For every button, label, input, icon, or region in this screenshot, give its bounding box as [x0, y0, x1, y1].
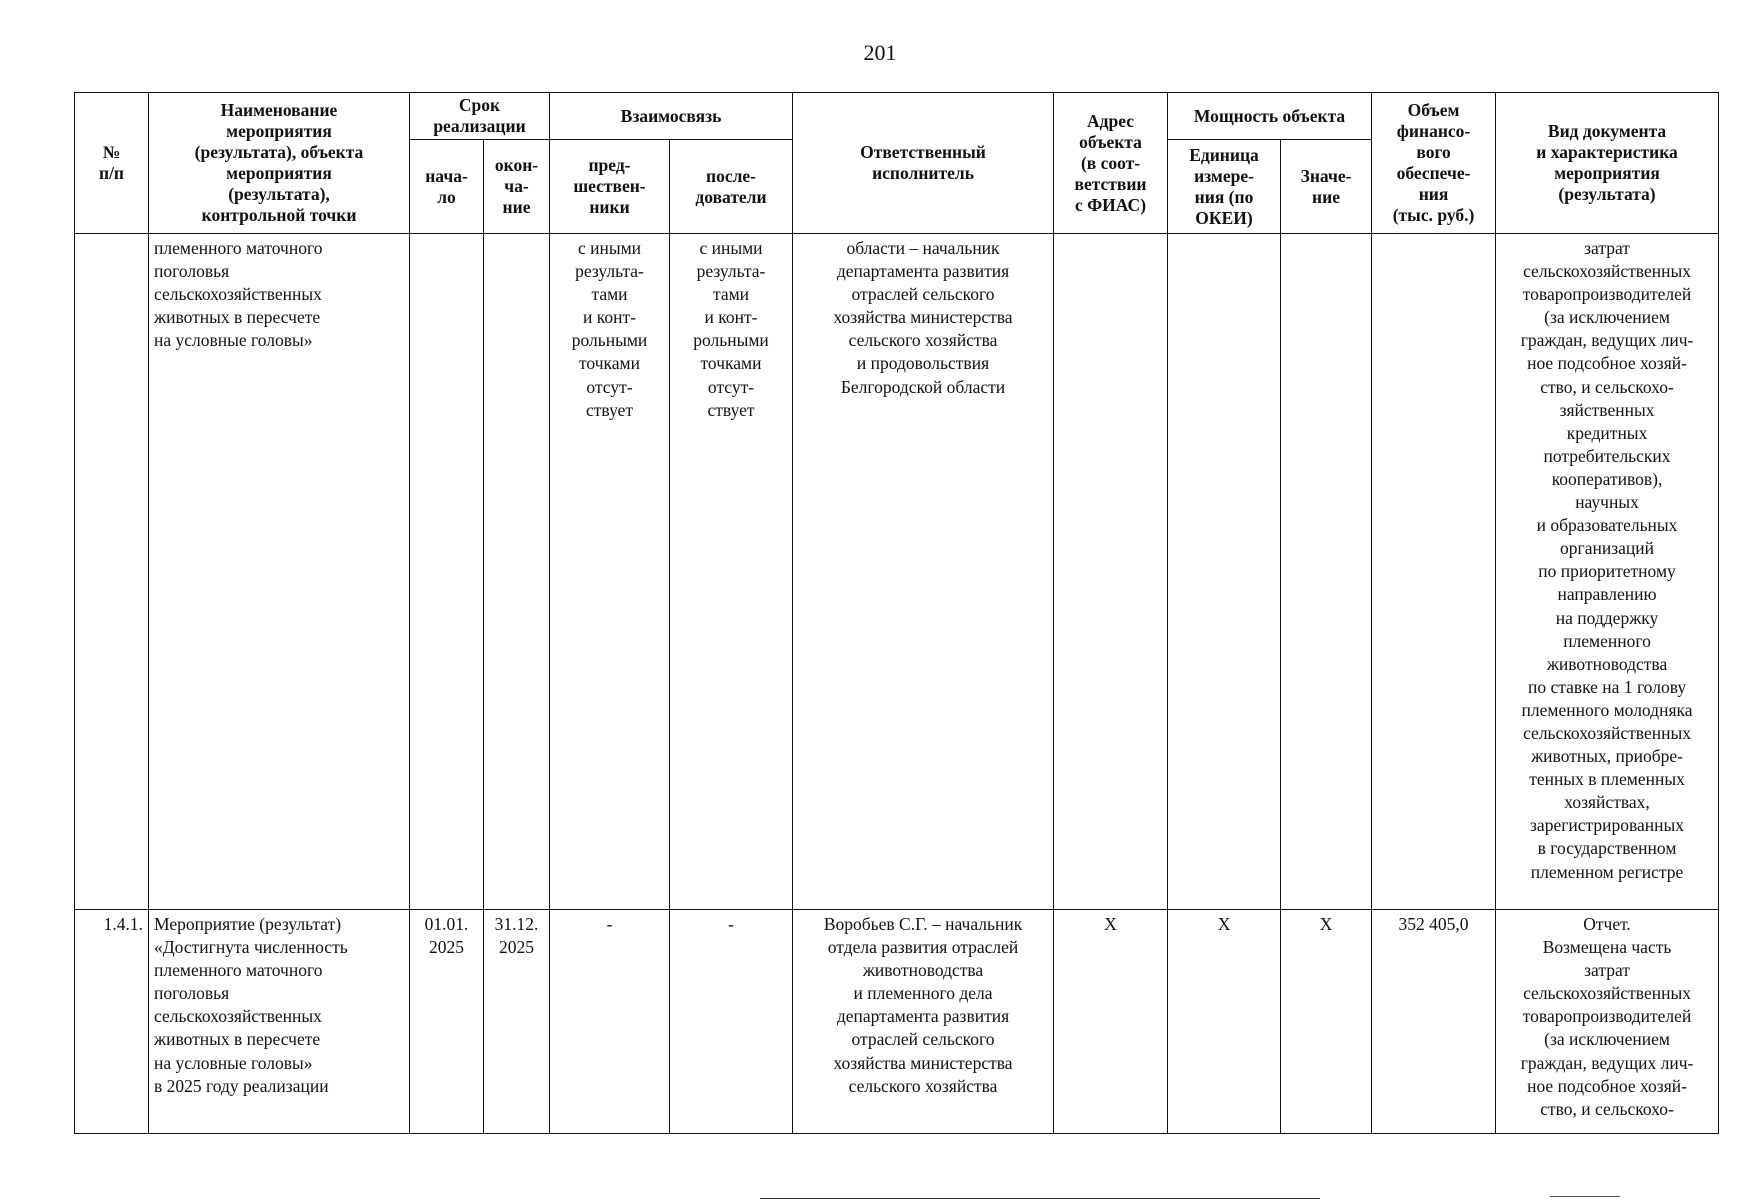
cell-unit: Х [1168, 910, 1281, 1134]
bottom-rule-short [1550, 1196, 1620, 1197]
cell-responsible: области – начальник департамента развития отраслей сельского хозяйства министерства сельского хозяйства и продовольствия Белгородской области [793, 234, 1054, 910]
cell-end: 31.12. 2025 [484, 910, 550, 1134]
cell-name: племенного маточного поголовья сельскохозяйственных животных в пересчете на условные головы» [149, 234, 410, 910]
events-table [74, 92, 1719, 1134]
cell-doc-type: Отчет. Возмещена часть затрат сельскохозяйственных товаропроизводителей (за исключением граждан, ведущих лич- ное подсобное хозяй- ство, и сельскохо- [1496, 910, 1719, 1134]
header-term-start: нача- ло [410, 140, 484, 234]
table-row [75, 910, 1719, 1134]
cell-start: 01.01. 2025 [410, 910, 484, 1134]
header-predecessors: пред- шествен- ники [550, 140, 670, 234]
header-successors: после- дователи [670, 140, 793, 234]
table-row [75, 234, 1719, 910]
header-term: Срок реализации [410, 93, 550, 140]
header-capacity: Мощность объекта [1168, 93, 1372, 140]
cell-address: Х [1054, 910, 1168, 1134]
cell-end [484, 234, 550, 910]
cell-num: 1.4.1. [75, 910, 149, 1134]
cell-successors: с иными результа- тами и конт- рольными точками отсут- ствует [670, 234, 793, 910]
cell-successors: - [670, 910, 793, 1134]
cell-predecessors: - [550, 910, 670, 1134]
header-unit: Единица измере- ния (по ОКЕИ) [1168, 140, 1281, 234]
cell-predecessors: с иными результа- тами и конт- рольными точками отсут- ствует [550, 234, 670, 910]
header-responsible: Ответственный исполнитель [793, 93, 1054, 234]
header-finance: Объем финансо- вого обеспече- ния (тыс. руб.) [1372, 93, 1496, 234]
header-doc-type: Вид документа и характеристика мероприятия (результата) [1496, 93, 1719, 234]
cell-address [1054, 234, 1168, 910]
header-name: Наименование мероприятия (результата), объекта мероприятия (результата), контрольной точки [149, 93, 410, 234]
cell-doc-type: затрат сельскохозяйственных товаропроизводителей (за исключением граждан, ведущих лич- ное подсобное хозяй- ство, и сельскохо- зяйственных кредитных потребительских кооперативов), научных и образовательных организаций по приоритетному направлению на поддержку племенного животноводства по ставке на 1 голову племенного молодняка сельскохозяйственных животных, приобре- тенных в племенных хозяйствах, зарегистрированных в государственном племенном регистре [1496, 234, 1719, 910]
cell-finance: 352 405,0 [1372, 910, 1496, 1134]
cell-num [75, 234, 149, 910]
header-term-end: окон- ча- ние [484, 140, 550, 234]
header-address: Адрес объекта (в соот- ветствии с ФИАС) [1054, 93, 1168, 234]
cell-name: Мероприятие (результат) «Достигнута численность племенного маточного поголовья сельскохозяйственных животных в пересчете на условные головы» в 2025 году реализации [149, 910, 410, 1134]
cell-finance [1372, 234, 1496, 910]
cell-value [1281, 234, 1372, 910]
bottom-rule [760, 1198, 1320, 1199]
header-value: Значе- ние [1281, 140, 1372, 234]
page-number: 201 [863, 40, 897, 65]
cell-value: Х [1281, 910, 1372, 1134]
header-relation: Взаимосвязь [550, 93, 793, 140]
cell-responsible: Воробьев С.Г. – начальник отдела развития отраслей животноводства и племенного дела департамента развития отраслей сельского хозяйства министерства сельского хозяйства [793, 910, 1054, 1134]
header-num: № п/п [75, 93, 149, 234]
cell-unit [1168, 234, 1281, 910]
cell-start [410, 234, 484, 910]
